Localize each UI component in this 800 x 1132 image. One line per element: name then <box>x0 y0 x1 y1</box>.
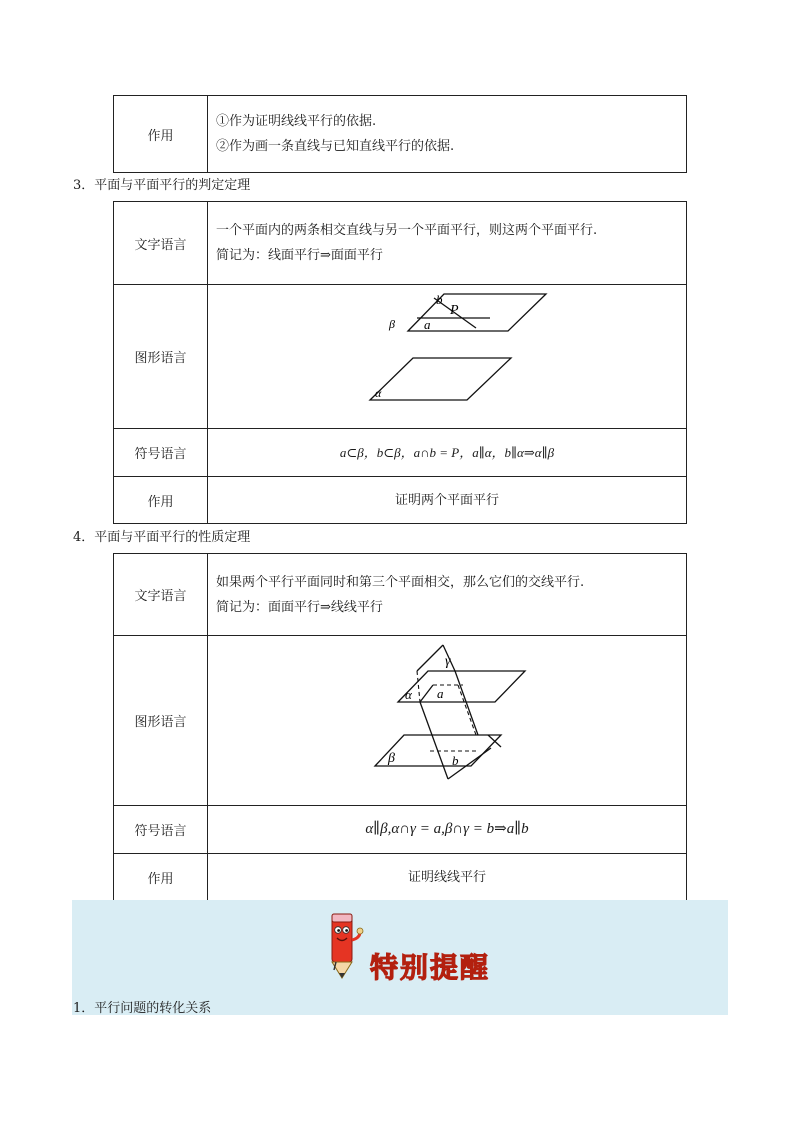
row-content-symbol: a⊂β，b⊂β，a∩b = P，a∥α，b∥α⇒α∥β <box>208 429 687 477</box>
text-line-2: 简记为：线面平行⇒面面平行 <box>216 248 383 263</box>
row-content-text-4 <box>208 554 687 636</box>
label-beta: β <box>389 316 395 331</box>
text-line-1: 一个平面内的两条相交直线与另一个平面平行，则这两个平面平行. <box>216 223 598 238</box>
section-4-heading: 4．平面与平面平行的性质定理 <box>73 530 251 545</box>
row-label-symbol-4: 符号语言 <box>114 806 208 854</box>
label-gamma: γ <box>445 653 451 669</box>
banner-title: 特别提醒 <box>370 951 491 984</box>
label-a: a <box>424 316 431 332</box>
use-line-1: ①作为证明线线平行的依据. <box>216 114 377 129</box>
item-1-heading: 1．平行问题的转化关系 <box>73 1001 212 1016</box>
pencil-mascot-icon <box>322 904 366 982</box>
label-alpha-4: α <box>405 686 412 702</box>
use-line-2: ②作为画一条直线与已知直线平行的依据. <box>216 139 455 154</box>
label-P: P <box>450 302 459 318</box>
label-alpha: α <box>375 385 382 400</box>
label-b-4: b <box>452 752 459 768</box>
table-top <box>113 95 687 173</box>
row-label-figure: 图形语言 <box>114 285 208 429</box>
text-line-1-4: 如果两个平行平面同时和第三个平面相交，那么它们的交线平行. <box>216 574 585 590</box>
row-label-figure-4: 图形语言 <box>114 636 208 806</box>
row-content-use <box>208 96 687 173</box>
row-label-use: 作用 <box>114 96 208 173</box>
section-3-heading: 3．平面与平面平行的判定定理 <box>73 178 251 193</box>
label-a-4: a <box>437 685 444 701</box>
parallel-planes-figure <box>208 286 688 428</box>
row-label-use-4: 作用 <box>114 854 208 901</box>
row-content-figure <box>208 285 687 429</box>
table-section-4 <box>113 553 687 901</box>
row-label-text: 文字语言 <box>114 202 208 285</box>
text-line-2-4: 简记为：面面平行⇒线线平行 <box>216 599 383 615</box>
row-content-use-4: 证明线线平行 <box>208 854 687 901</box>
table-section-3 <box>113 201 687 524</box>
row-label-text-4: 文字语言 <box>114 554 208 636</box>
label-b: b <box>436 291 443 307</box>
row-content-text <box>208 202 687 285</box>
intersecting-planes-figure <box>208 637 688 805</box>
row-content-figure-4 <box>208 636 687 806</box>
row-content-use-3: 证明两个平面平行 <box>208 477 687 524</box>
row-content-symbol-4: α∥β,α∩γ = a,β∩γ = b⇒a∥b <box>208 806 687 854</box>
label-beta-4: β <box>388 750 395 766</box>
row-label-symbol: 符号语言 <box>114 429 208 477</box>
row-label-use-3: 作用 <box>114 477 208 524</box>
